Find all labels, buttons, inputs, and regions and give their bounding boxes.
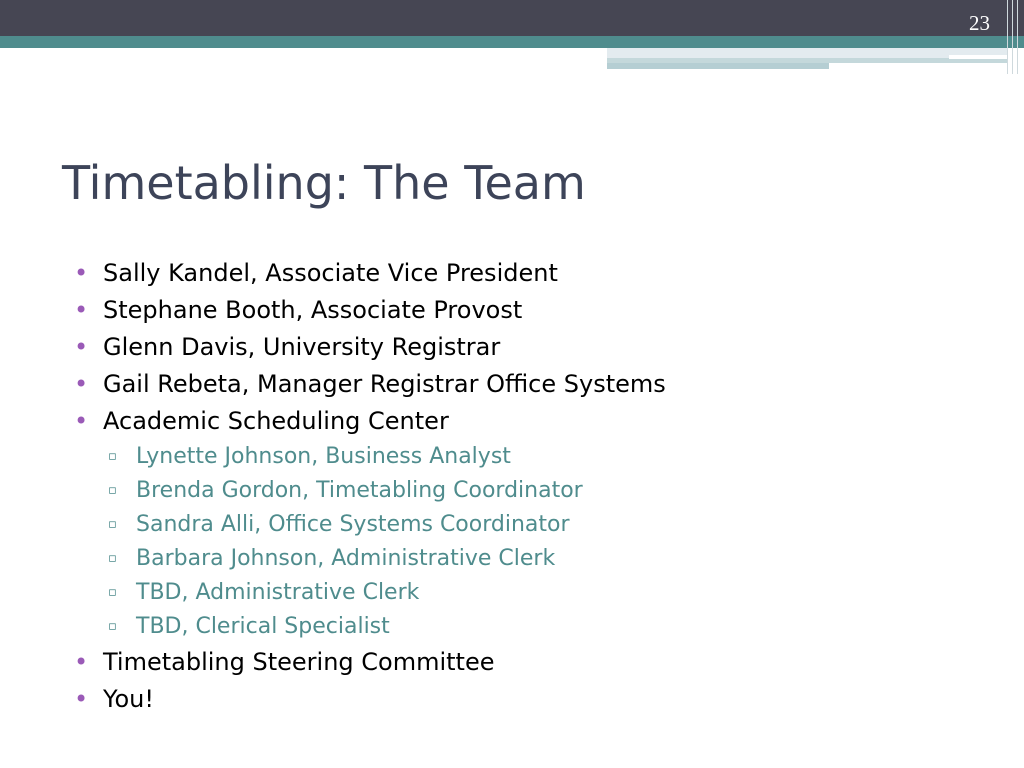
sub-list-item-text: Lynette Johnson, Business Analyst <box>136 444 511 469</box>
decor-rule <box>1012 0 1013 74</box>
sub-list-item <box>72 474 666 508</box>
list-item-text: Glenn Davis, University Registrar <box>103 333 501 361</box>
bullet-icon: • <box>74 296 89 324</box>
sub-bullet-icon: ▫ <box>108 619 117 634</box>
bullet-icon: • <box>74 685 89 713</box>
sub-bullet-icon: ▫ <box>108 483 117 498</box>
list-item <box>72 403 666 440</box>
sub-bullet-icon: ▫ <box>108 551 117 566</box>
list-item <box>72 644 666 681</box>
sub-bullet-icon: ▫ <box>108 449 117 464</box>
accent-band <box>0 36 1024 48</box>
slide-number: 23 <box>969 11 990 35</box>
sub-list-item <box>72 610 666 644</box>
sub-list-item <box>72 576 666 610</box>
list-item <box>72 255 666 292</box>
decor-rule <box>1007 0 1008 74</box>
sub-list-item <box>72 508 666 542</box>
list-item <box>72 329 666 366</box>
sub-list-item-text: TBD, Clerical Specialist <box>136 614 390 639</box>
decor-stripe <box>607 63 829 69</box>
sub-list-item <box>72 542 666 576</box>
header-band <box>0 0 1024 36</box>
bullet-icon: • <box>74 407 89 435</box>
list-item-text: Gail Rebeta, Manager Registrar Office Systems <box>103 370 666 398</box>
sub-list-item-text: Brenda Gordon, Timetabling Coordinator <box>136 478 583 503</box>
decor-rule <box>1017 0 1018 74</box>
sub-list-item <box>72 440 666 474</box>
list-item-text: You! <box>103 685 154 713</box>
bullet-icon: • <box>74 370 89 398</box>
bullet-icon: • <box>74 648 89 676</box>
list-item-text: Sally Kandel, Associate Vice President <box>103 259 558 287</box>
list-item-text: Academic Scheduling Center <box>103 407 449 435</box>
bullet-icon: • <box>74 333 89 361</box>
sub-list-item-text: Sandra Alli, Office Systems Coordinator <box>136 512 570 537</box>
sub-list-item-text: Barbara Johnson, Administrative Clerk <box>136 546 556 571</box>
sub-list-item-text: TBD, Administrative Clerk <box>136 580 420 605</box>
slide-title: Timetabling: The Team <box>62 156 586 210</box>
decor-stripe <box>949 55 1007 59</box>
list-item <box>72 366 666 403</box>
decor-stripe <box>607 48 1007 58</box>
list-item <box>72 292 666 329</box>
sub-bullet-icon: ▫ <box>108 517 117 532</box>
bullet-list <box>72 255 666 718</box>
bullet-icon: • <box>74 259 89 287</box>
sub-bullet-icon: ▫ <box>108 585 117 600</box>
list-item <box>72 681 666 718</box>
list-item-text: Stephane Booth, Associate Provost <box>103 296 523 324</box>
list-item-text: Timetabling Steering Committee <box>103 648 495 676</box>
